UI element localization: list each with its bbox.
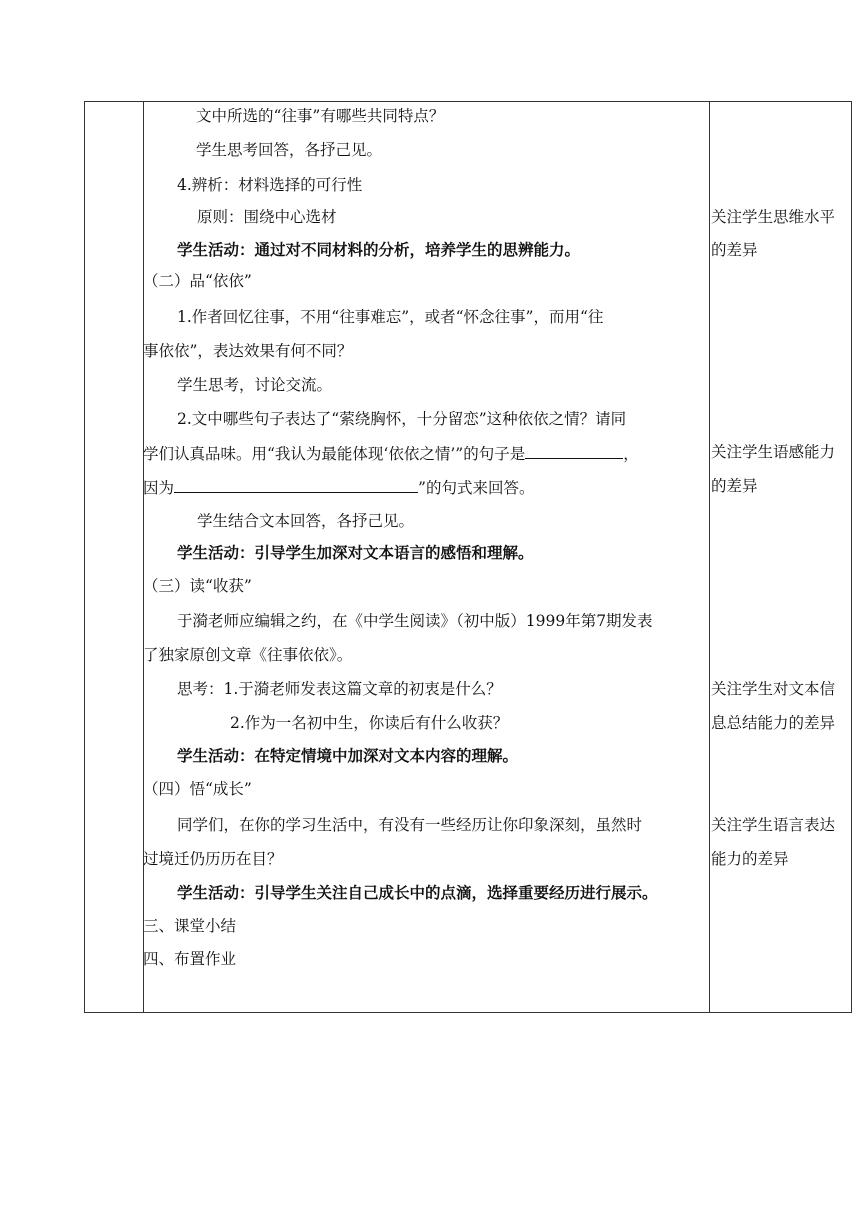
lesson-plan-table <box>84 101 852 1013</box>
text-line: 4.辨析：材料选择的可行性 <box>177 176 363 194</box>
activity-line: 学生活动：通过对不同材料的分析，培养学生的思辨能力。 <box>177 240 581 259</box>
text-line: 事依依”，表达效果有何不同？ <box>143 342 353 360</box>
activity-line: 学生活动：引导学生关注自己成长中的点滴，选择重要经历进行展示。 <box>177 883 658 902</box>
text-line: 了独家原创文章《往事依依》。 <box>143 646 353 664</box>
text-line: 三、课堂小结 <box>143 917 237 935</box>
text-line: 思考：1.于漪老师发表这篇文章的初衷是什么？ <box>177 680 502 698</box>
answer-blank <box>525 441 623 459</box>
text-line: 学生思考回答，各抒己见。 <box>196 141 383 159</box>
text-line: 文中所选的“往事”有哪些共同特点？ <box>196 107 445 125</box>
design-note: 关注学生语感能力 <box>711 443 836 461</box>
column-divider <box>143 102 144 1012</box>
text-line: 因为 ”的句式来回答。 <box>143 475 534 497</box>
design-note: 关注学生思维水平 <box>711 208 836 226</box>
activity-line: 学生活动：引导学生加深对文本语言的感悟和理解。 <box>177 543 534 562</box>
text-line: 四、布置作业 <box>143 950 237 968</box>
text-line: 原则：围绕中心选材 <box>197 208 337 226</box>
text-line: （三）读“收获” <box>143 577 252 595</box>
design-note: 息总结能力的差异 <box>711 714 836 732</box>
design-note: 的差异 <box>711 477 758 495</box>
text-line: 于漪老师应编辑之约，在《中学生阅读》（初中版）1999年第7期发表 <box>177 612 653 630</box>
column-divider <box>709 102 710 1012</box>
text-line: 2.文中哪些句子表达了“萦绕胸怀，十分留恋”这种依依之情？请同 <box>177 410 627 428</box>
text-line: 2.作为一名初中生，你读后有什么收获？ <box>230 714 509 732</box>
text-line: 同学们，在你的学习生活中，有没有一些经历让你印象深刻，虽然时 <box>177 816 643 834</box>
design-note: 关注学生对文本信 <box>711 680 836 698</box>
text-line: 学生思考，讨论交流。 <box>177 376 333 394</box>
text-line: 过境迁仍历历在目？ <box>143 850 283 868</box>
design-note: 的差异 <box>711 241 758 259</box>
design-note: 关注学生语言表达 <box>711 816 836 834</box>
text-line: 学生结合文本回答，各抒己见。 <box>197 512 415 530</box>
design-note: 能力的差异 <box>711 850 789 868</box>
text-line: （二）品“依依” <box>143 272 252 290</box>
text-line: 学们认真品味。用“我认为最能体现‘依依之情’”的句子是 ， <box>143 441 639 463</box>
text-line: 1.作者回忆往事，不用“往事难忘”，或者“怀念往事”，而用“往 <box>177 308 604 326</box>
activity-line: 学生活动：在特定情境中加深对文本内容的理解。 <box>177 746 519 765</box>
answer-blank <box>174 475 418 493</box>
text-line: （四）悟“成长” <box>143 780 252 798</box>
